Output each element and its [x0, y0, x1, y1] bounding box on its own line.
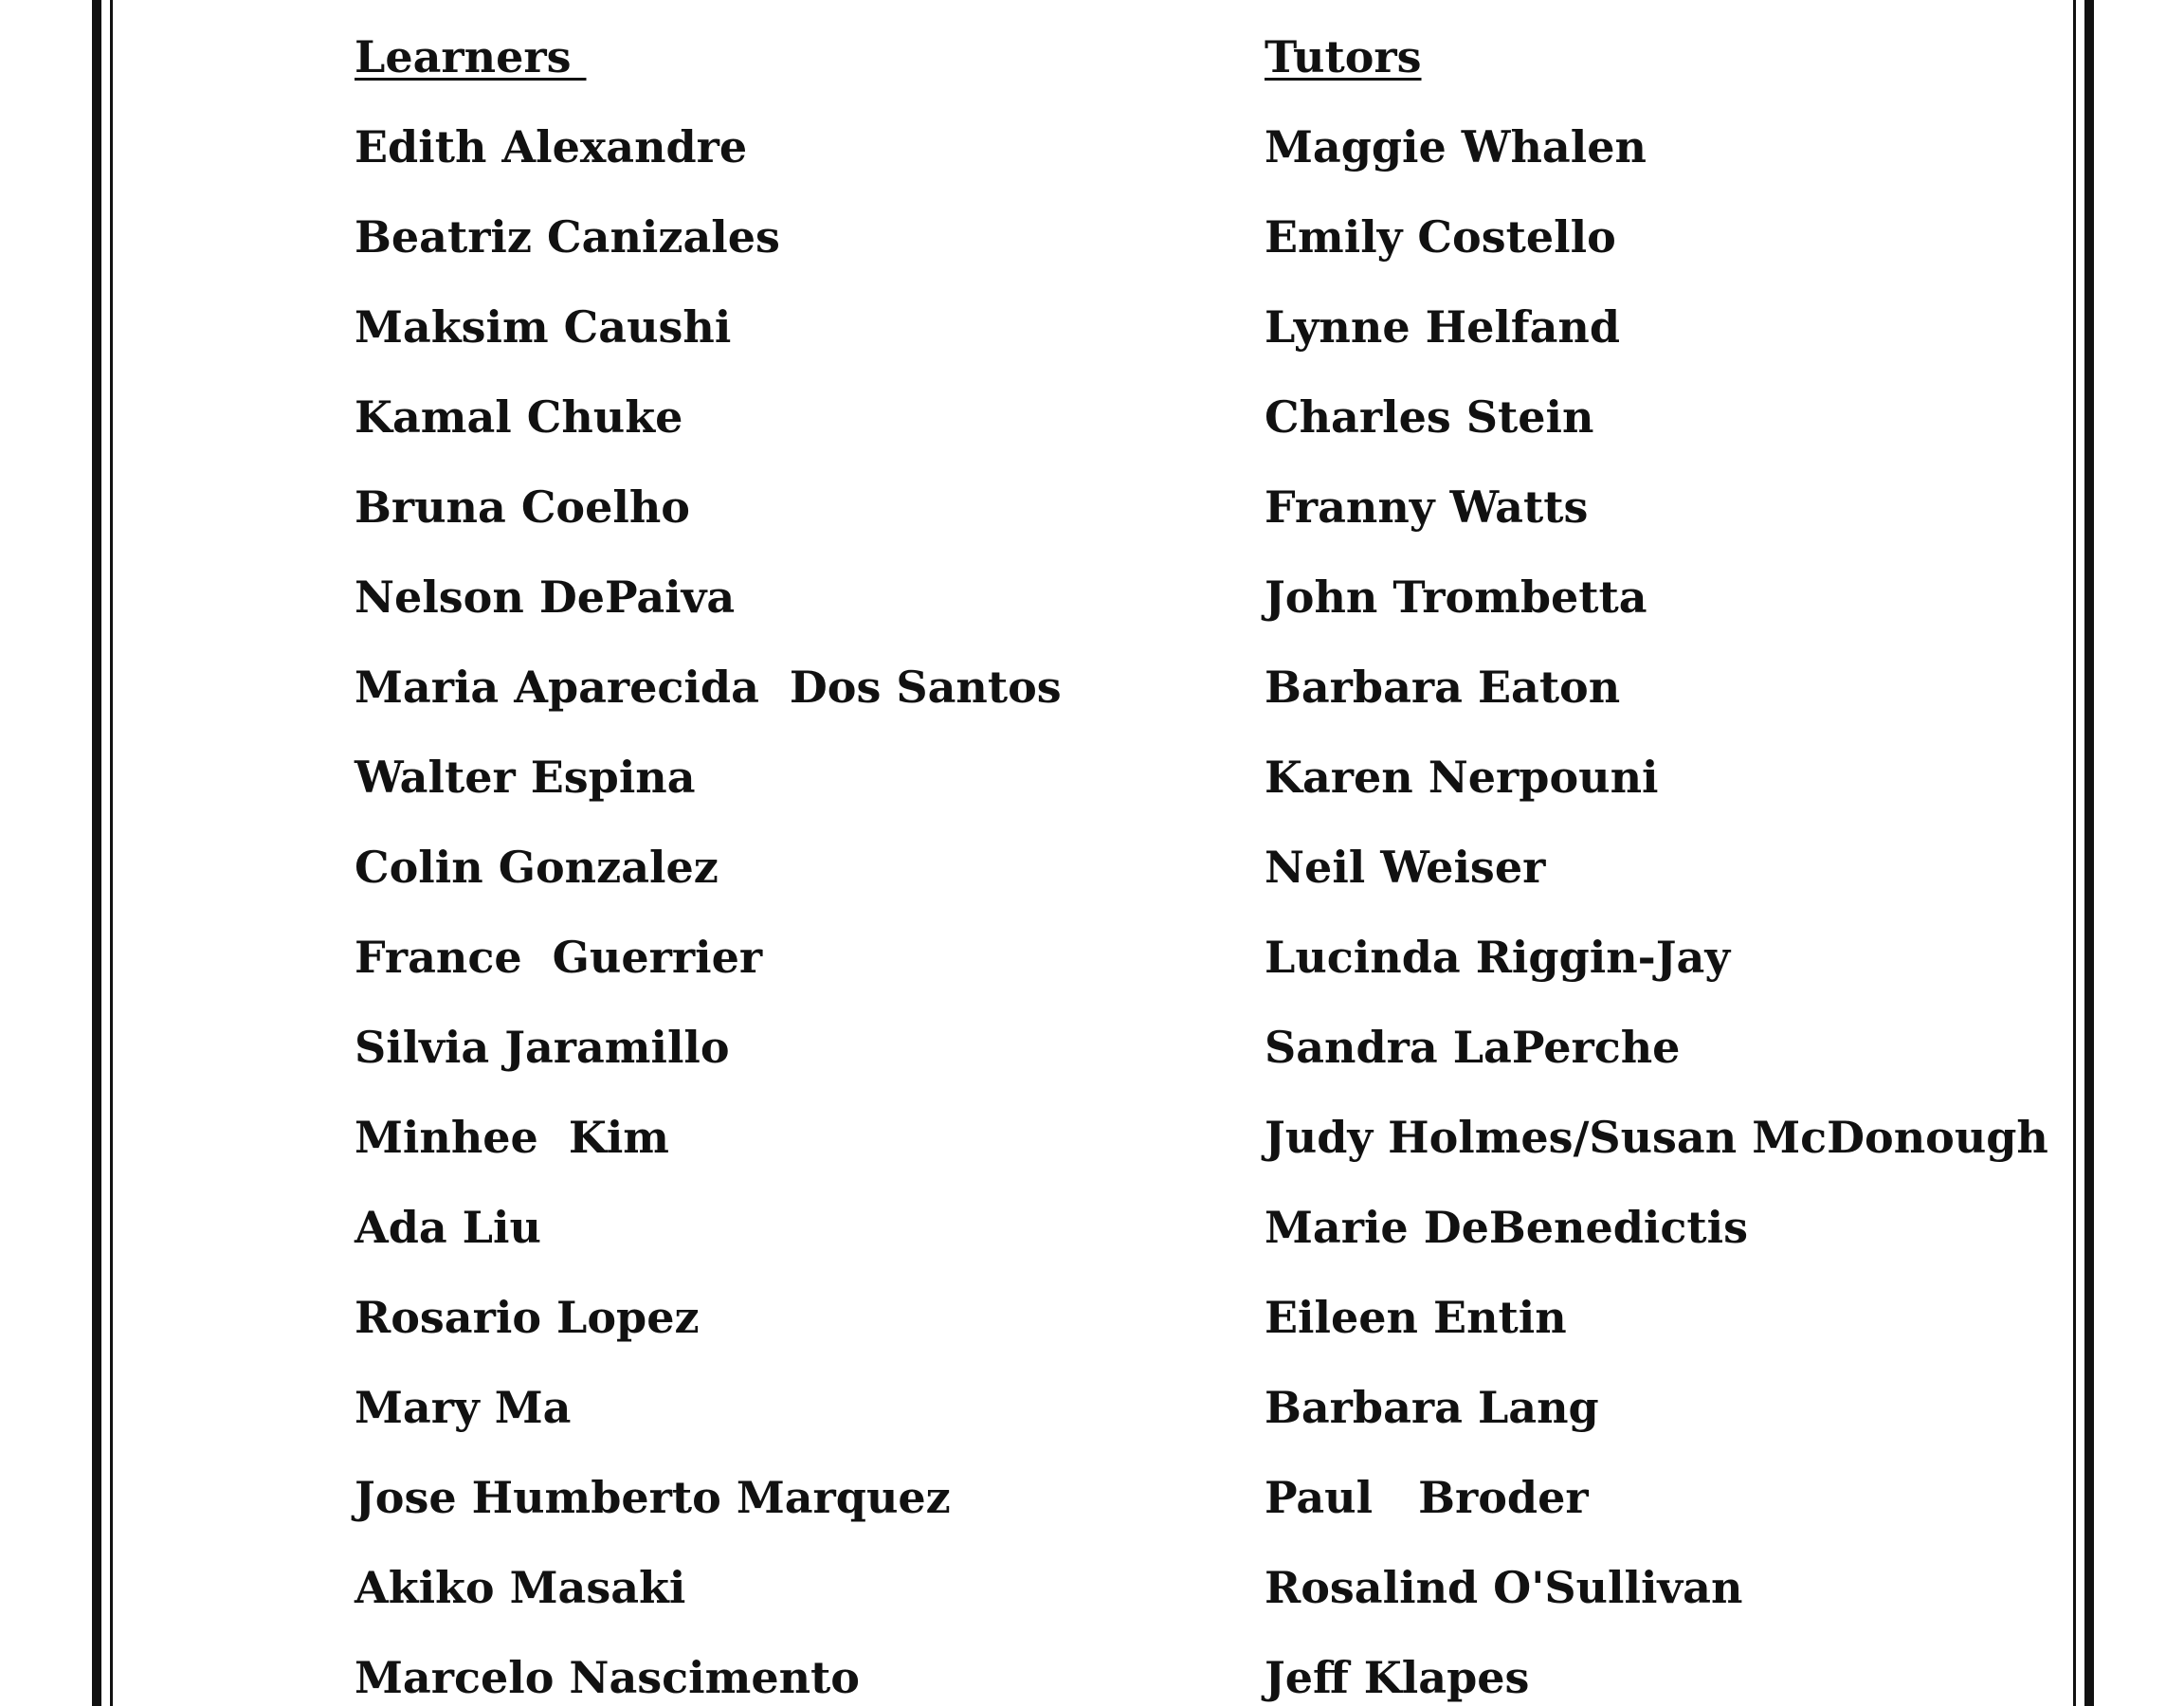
learner-name: Beatriz Canizales [355, 211, 780, 263]
tutor-name: Eileen Entin [1265, 1292, 1567, 1343]
tutor-name: Neil Weiser [1265, 842, 1546, 893]
learner-name: France Guerrier [355, 932, 763, 983]
tutor-name: Charles Stein [1265, 391, 1594, 443]
tutor-name: Paul Broder [1265, 1472, 1589, 1523]
learner-name: Jose Humberto Marquez [355, 1472, 951, 1523]
learner-name: Maksim Caushi [355, 301, 732, 353]
learner-name: Bruna Coelho [355, 481, 690, 533]
tutor-name: Maggie Whalen [1265, 121, 1647, 172]
learner-name: Maria Aparecida Dos Santos [355, 662, 1062, 713]
page-border-left-outer [92, 0, 101, 1706]
learner-name: Ada Liu [355, 1202, 541, 1253]
tutor-name: John Trombetta [1265, 572, 1647, 623]
learner-name: Walter Espina [355, 752, 696, 803]
tutors-heading: Tutors [1265, 31, 1422, 82]
learner-name: Colin Gonzalez [355, 842, 719, 893]
learner-name: Marcelo Nascimento [355, 1652, 860, 1703]
learners-heading: Learners [355, 31, 587, 82]
page-border-left-inner [110, 0, 113, 1706]
page-border-right-inner [2073, 0, 2076, 1706]
learner-name: Edith Alexandre [355, 121, 748, 172]
learner-name: Nelson DePaiva [355, 572, 736, 623]
learners-column [355, 28, 1062, 1706]
tutors-column [1265, 28, 2048, 1706]
tutor-name: Barbara Lang [1265, 1382, 1599, 1433]
tutor-name: Lynne Helfand [1265, 301, 1621, 353]
learner-name: Mary Ma [355, 1382, 572, 1433]
tutor-name: Sandra LaPerche [1265, 1022, 1681, 1073]
tutor-name: Jeff Klapes [1265, 1652, 1530, 1703]
tutor-name: Rosalind O'Sullivan [1265, 1562, 1743, 1613]
tutor-name: Barbara Eaton [1265, 662, 1621, 713]
learner-name: Kamal Chuke [355, 391, 683, 443]
tutor-name: Karen Nerpouni [1265, 752, 1659, 803]
learner-name: Akiko Masaki [355, 1562, 686, 1613]
learners-list [355, 118, 1062, 1706]
tutor-name: Emily Costello [1265, 211, 1616, 263]
page-border-right-outer [2084, 0, 2094, 1706]
tutor-name: Marie DeBenedictis [1265, 1202, 1748, 1253]
learner-name: Minhee Kim [355, 1112, 669, 1163]
tutor-name: Judy Holmes/Susan McDonough [1265, 1112, 2048, 1163]
tutor-name: Franny Watts [1265, 481, 1589, 533]
learner-name: Silvia Jaramillo [355, 1022, 730, 1073]
tutor-name: Lucinda Riggin-Jay [1265, 932, 1731, 983]
learner-name: Rosario Lopez [355, 1292, 700, 1343]
tutors-list [1265, 118, 2048, 1706]
